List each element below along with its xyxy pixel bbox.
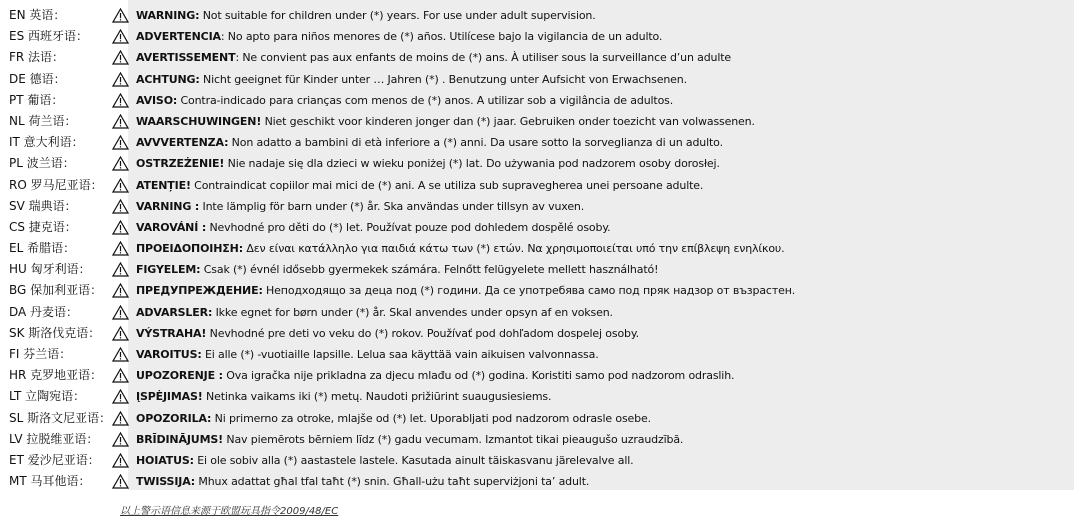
- warning-keyword: HOIATUS:: [136, 453, 194, 467]
- warning-text: [136, 408, 651, 429]
- warning-body: Inte lämplig för barn under (*) år. Ska användas under tillsyn av vuxen.: [199, 199, 585, 213]
- warning-row-da: [0, 302, 1080, 323]
- warning-row-lt: [0, 386, 1080, 407]
- warning-row-mt: [0, 471, 1080, 492]
- warning-body: Csak (*) évnél idősebb gyermekek számára. Felnőtt felügyelete mellett használható!: [200, 263, 659, 277]
- warning-triangle-icon: [112, 262, 129, 277]
- warning-text: [136, 259, 658, 280]
- warning-keyword: BRĪDINĀJUMS!: [136, 432, 224, 446]
- warning-body: Nevhodné pre deti vo veku do (*) rokov. Používať pod dohľadom dospelej osoby.: [206, 326, 639, 340]
- warning-row-it: [0, 132, 1080, 153]
- language-label: SV 瑞典语：: [9, 198, 77, 213]
- warning-body: Неподходящо за деца под (*) години. Да се употребява само под пряк надзор от възрастен.: [262, 284, 796, 298]
- warning-keyword: ПРЕДУПРЕЖДЕНИЕ:: [136, 284, 263, 298]
- warning-row-fr: [0, 47, 1080, 68]
- source-footnote: 以上警示语信息来源于欧盟玩具指令2009/48/EC: [120, 506, 339, 517]
- warning-keyword: ĮSPĖJIMAS!: [136, 390, 203, 404]
- warning-text: [136, 47, 731, 68]
- language-label: ET 爱沙尼亚语：: [9, 452, 100, 467]
- warning-row-cs: [0, 217, 1080, 238]
- warning-triangle-icon: [112, 347, 129, 362]
- language-label: SK 斯洛伐克语：: [9, 325, 101, 340]
- warning-body: Niet geschikt voor kinderen jonger dan (*) jaar. Gebruiken onder toezicht van volwassenen.: [261, 114, 755, 128]
- language-label: LV 拉脱维亚语：: [9, 431, 99, 446]
- warning-triangle-icon: [112, 326, 129, 341]
- warning-text: [136, 90, 673, 111]
- warning-text: [136, 323, 639, 344]
- warning-triangle-icon: [112, 114, 129, 129]
- warning-list: [0, 5, 1080, 492]
- warning-text: [136, 450, 634, 471]
- warning-triangle-icon: [112, 283, 129, 298]
- warning-text: [136, 302, 613, 323]
- language-label: FR 法语：: [9, 50, 65, 65]
- warning-keyword: OSTRZEŻENIE!: [136, 157, 225, 171]
- language-label: EL 希腊语：: [9, 241, 76, 256]
- warning-keyword: AVISO:: [136, 93, 178, 107]
- language-label: HR 克罗地亚语：: [9, 368, 103, 383]
- warning-triangle-icon: [112, 220, 129, 235]
- warning-body: Ei ole sobiv alla (*) aastastele lastele. Kasutada ainult täiskasvanu järelevalve all.: [193, 453, 634, 467]
- warning-keyword: WARNING:: [136, 9, 200, 22]
- language-label: HU 匈牙利语：: [9, 262, 91, 277]
- warning-keyword: VAROITUS:: [136, 348, 202, 361]
- warning-keyword: FIGYELEM:: [136, 263, 201, 277]
- warning-keyword: ATENȚIE!: [136, 178, 191, 192]
- warning-body: Δεν είναι κατάλληλο για παιδιά κάτω των (*) ετών. Να χρησιμοποιείται υπό την επίβλεψη ενηλίκου.: [242, 242, 785, 256]
- language-label: RO 罗马尼亚语：: [9, 177, 103, 192]
- warning-body: Contraindicat copiilor mai mici de (*) ani. A se utiliza sub supravegherea unei persoane adulte.: [190, 178, 704, 192]
- warning-body: Nevhodné pro děti do (*) let. Používat pouze pod dohledem dospělé osoby.: [206, 220, 611, 234]
- warning-keyword: TWISSIJA:: [136, 475, 196, 489]
- warning-text: [136, 153, 720, 174]
- warning-row-pl: [0, 153, 1080, 174]
- warning-keyword: ADVARSLER:: [136, 305, 213, 319]
- warning-row-sk: [0, 323, 1080, 344]
- warning-text: [136, 386, 551, 407]
- language-label: NL 荷兰语：: [9, 113, 77, 128]
- warning-keyword: ACHTUNG:: [136, 72, 200, 86]
- warning-triangle-icon: [112, 411, 129, 426]
- warning-body: Non adatto a bambini di età inferiore a (*) anni. Da usare sotto la sorveglianza di un adulto.: [228, 136, 723, 150]
- warning-text: [136, 280, 795, 301]
- language-label: PL 波兰语：: [9, 156, 75, 171]
- language-label: IT 意大利语：: [9, 135, 84, 150]
- language-label: BG 保加利亚语：: [9, 283, 103, 298]
- warning-triangle-icon: [112, 29, 129, 44]
- warning-text: [136, 196, 584, 217]
- warning-keyword: ΠΡΟΕΙΔΟΠΟΙΗΣΗ:: [136, 242, 243, 256]
- warning-body: Mhux adattat għal tfal taħt (*) snin. Għall-użu taħt superviżjoni ta’ adult.: [195, 475, 590, 489]
- warning-row-sv: [0, 196, 1080, 217]
- warning-row-fi: [0, 344, 1080, 365]
- warning-keyword: OPOZORILA:: [136, 411, 212, 425]
- warning-body: Ni primerno za otroke, mlajše od (*) let. Uporabljati pod nadzorom odrasle osebe.: [211, 411, 651, 425]
- warning-triangle-icon: [112, 432, 129, 447]
- warning-text: [136, 238, 784, 259]
- warning-triangle-icon: [112, 135, 129, 150]
- language-label: MT 马耳他语：: [9, 474, 91, 489]
- warning-body: : No apto para niños menores de (*) años. Utilícese bajo la vigilancia de un adulto.: [220, 30, 663, 44]
- warning-row-et: [0, 450, 1080, 471]
- language-label: DE 德语：: [9, 71, 66, 86]
- warning-body: Not suitable for children under (*) years. For use under adult supervision.: [199, 9, 596, 22]
- warning-row-pt: [0, 90, 1080, 111]
- warning-triangle-icon: [112, 305, 129, 320]
- warning-text: [136, 344, 599, 365]
- warning-triangle-icon: [112, 178, 129, 193]
- warning-text: [136, 132, 723, 153]
- warning-text: [136, 365, 734, 386]
- warning-body: Ikke egnet for børn under (*) år. Skal anvendes under opsyn af en voksen.: [212, 305, 613, 319]
- warning-row-bg: [0, 280, 1080, 301]
- warning-triangle-icon: [112, 241, 129, 256]
- warning-row-nl: [0, 111, 1080, 132]
- warning-text: [136, 5, 596, 26]
- language-label: CS 捷克语：: [9, 219, 77, 234]
- warning-body: Nav piemērots bērniem līdz (*) gadu vecumam. Izmantot tikai pieaugušo uzraudzībā.: [223, 432, 684, 446]
- language-label: SL 斯洛文尼亚语：: [9, 410, 112, 425]
- warning-row-de: [0, 69, 1080, 90]
- warning-keyword: VAROVÁNÍ :: [136, 220, 207, 234]
- warning-triangle-icon: [112, 199, 129, 214]
- warning-row-hu: [0, 259, 1080, 280]
- warning-triangle-icon: [112, 93, 129, 108]
- warning-keyword: VÝSTRAHA!: [136, 326, 207, 340]
- warning-text: [136, 175, 703, 196]
- language-label: DA 丹麦语：: [9, 304, 79, 319]
- warning-triangle-icon: [112, 474, 129, 489]
- warning-triangle-icon: [112, 50, 129, 65]
- warning-text: [136, 429, 683, 450]
- warning-triangle-icon: [112, 72, 129, 87]
- warning-keyword: AVERTISSEMENT: [136, 51, 236, 65]
- warning-body: Netinka vaikams iki (*) metų. Naudoti prižiūrint suaugusiesiems.: [202, 390, 552, 404]
- warning-triangle-icon: [112, 156, 129, 171]
- warning-text: [136, 471, 589, 492]
- warning-row-es: [0, 26, 1080, 47]
- warning-body: Nie nadaje się dla dzieci w wieku poniżej (*) lat. Do używania pod nadzorem osoby dorosłej.: [224, 157, 720, 171]
- warning-triangle-icon: [112, 453, 129, 468]
- warning-text: [136, 69, 687, 90]
- warning-row-hr: [0, 365, 1080, 386]
- warning-keyword: AVVVERTENZA:: [136, 136, 229, 150]
- language-label: ES 西班牙语：: [9, 29, 89, 44]
- warning-row-ro: [0, 175, 1080, 196]
- warning-body: : Ne convient pas aux enfants de moins de (*) ans. À utiliser sous la surveillance d’un adulte: [235, 51, 732, 65]
- warning-text: [136, 26, 662, 47]
- warning-keyword: WAARSCHUWINGEN!: [136, 114, 262, 128]
- warning-body: Nicht geeignet für Kinder unter … Jahren (*) . Benutzung unter Aufsicht von Erwachsenen.: [199, 72, 687, 86]
- warning-body: Ova igračka nije prikladna za djecu mlađu od (*) godina. Koristiti samo pod nadzorom odraslih.: [222, 369, 735, 383]
- warning-row-el: [0, 238, 1080, 259]
- language-label: PT 葡语：: [9, 92, 64, 107]
- warning-text: [136, 111, 755, 132]
- language-label: LT 立陶宛语：: [9, 389, 86, 404]
- warning-triangle-icon: [112, 368, 129, 383]
- warning-keyword: VARNING :: [136, 199, 200, 213]
- warning-row-lv: [0, 429, 1080, 450]
- warning-text: [136, 217, 610, 238]
- language-label: EN 英语：: [9, 8, 66, 22]
- warning-body: Ei alle (*) -vuotiaille lapsille. Lelua saa käyttää vain aikuisen valvonnassa.: [201, 348, 599, 361]
- warning-body: Contra-indicado para crianças com menos de (*) anos. A utilizar sob a vigilância de adultos.: [177, 93, 674, 107]
- warning-keyword: UPOZORENJE :: [136, 369, 223, 383]
- warning-row-en: [0, 5, 1080, 26]
- warning-keyword: ADVERTENCIA: [136, 30, 221, 44]
- warning-row-sl: [0, 408, 1080, 429]
- warning-triangle-icon: [112, 8, 129, 23]
- warning-triangle-icon: [112, 389, 129, 404]
- language-label: FI 芬兰语：: [9, 347, 72, 361]
